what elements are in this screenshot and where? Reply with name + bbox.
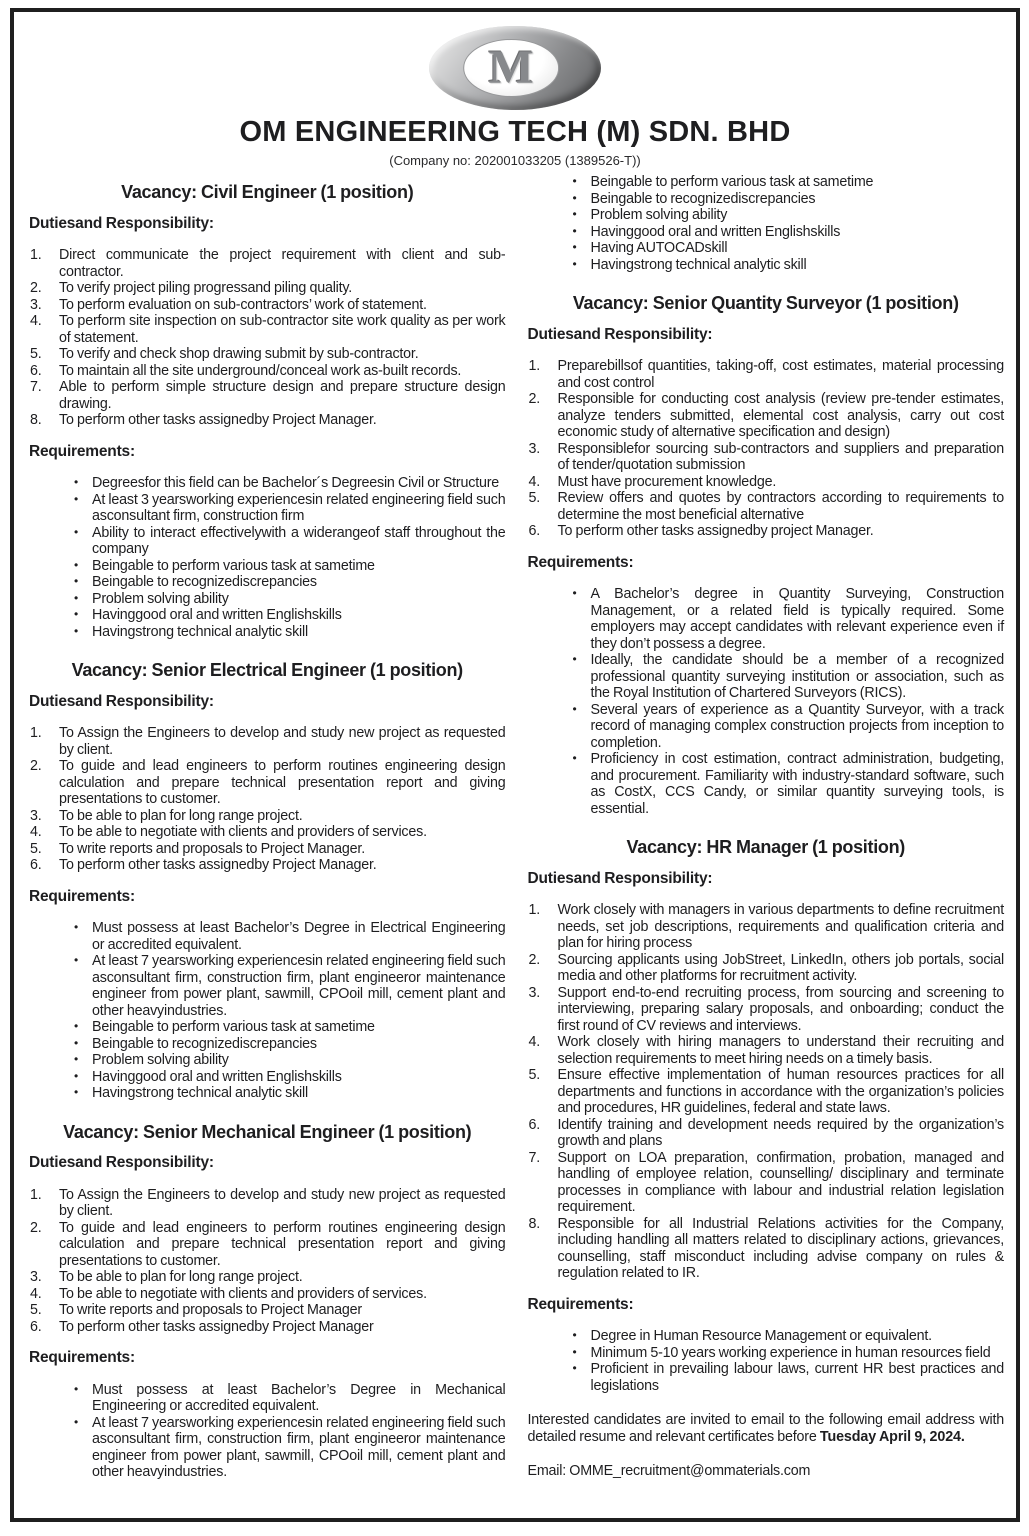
bullet-icon: • xyxy=(572,190,577,205)
requirement-text: Proficiency in cost estimation, contract administration, budgeting, and procurement. Familiarity with industry-standard software, such as CostX, CCS Candy, or similar quantity surveying tools, is essential. xyxy=(590,751,1004,817)
duty-number: 3. xyxy=(30,1269,42,1285)
bullet-icon: • xyxy=(572,751,577,765)
duty-number: 1. xyxy=(30,1186,42,1203)
requirement-text: At least 3 yearsworking experiencesin related engineering field such asconsultant firm, construction firm xyxy=(92,491,506,524)
requirement-item xyxy=(69,1052,506,1069)
duty-number: 5. xyxy=(30,1302,42,1318)
duty-number: 3. xyxy=(30,296,42,313)
duty-text: To Assign the Engineers to develop and study new project as requested by client. xyxy=(59,1186,506,1219)
bullet-icon: • xyxy=(572,1361,577,1375)
duty-item xyxy=(29,758,506,808)
requirements-list xyxy=(528,1328,1005,1394)
requirement-item xyxy=(69,920,506,953)
requirement-item xyxy=(568,652,1005,702)
duty-text: Work closely with hiring managers to understand their recruiting and selection requirements to meet hiring needs on a timely basis. xyxy=(557,1034,1004,1067)
duty-item xyxy=(29,824,506,841)
requirement-text: At least 7 yearsworking experiencesin related engineering field such asconsultant firm, construction firm, plant engineeror maintenance engineer from power plant, sawmill, CPOoil mill, cement plant and other heavyindustries. xyxy=(92,1414,506,1480)
duty-number: 1. xyxy=(528,358,541,374)
bullet-icon: • xyxy=(572,652,577,666)
duty-number: 6. xyxy=(30,362,42,379)
duty-number: 6. xyxy=(528,1116,541,1133)
requirement-text: Beingable to perform various task at sametime xyxy=(590,174,874,190)
requirement-text: Havingstrong technical analytic skill xyxy=(92,1085,308,1101)
bullet-icon: • xyxy=(74,1019,79,1033)
section-heading: Dutiesand Responsibility: xyxy=(29,692,214,710)
closing-deadline: Tuesday April 9, 2024. xyxy=(819,1428,965,1445)
section-heading: Dutiesand Responsibility: xyxy=(527,325,713,343)
requirement-item xyxy=(69,1019,506,1036)
duty-text: To perform other tasks assignedby project Manager. xyxy=(557,523,874,539)
duty-number: 5. xyxy=(528,490,541,506)
duty-number: 6. xyxy=(528,523,541,539)
bullet-icon: • xyxy=(74,920,79,934)
duty-number: 2. xyxy=(30,280,42,296)
requirement-item xyxy=(69,492,506,525)
duty-number: 2. xyxy=(30,758,42,774)
duty-text: Direct communicate the project requirement with client and sub-contractor. xyxy=(59,247,506,280)
duties-list xyxy=(528,902,1005,1282)
duty-number: 3. xyxy=(30,807,42,824)
section-heading: Dutiesand Responsibility: xyxy=(29,214,214,232)
bullet-icon: • xyxy=(74,1068,79,1083)
bullet-icon: • xyxy=(572,240,577,254)
duty-text: Sourcing applicants using JobStreet, LinkedIn, others job portals, social media and other platforms for recruitment activity. xyxy=(557,951,1004,984)
requirement-text: Must possess at least Bachelor’s Degree in Mechanical Engineering or accredited equivalent. xyxy=(92,1381,506,1414)
duty-text: Ensure effective implementation of human resources practices for all departments and functions in accordance with the organization’s policies and procedures, HR guidelines, federal and state laws. xyxy=(557,1067,1004,1116)
requirement-item xyxy=(69,607,506,624)
duty-text: To perform evaluation on sub-contractors’ work of statement. xyxy=(59,296,427,313)
requirement-item xyxy=(69,624,506,641)
duty-text: Responsible for conducting cost analysis (review pre-tender estimates, analyze tenders submitted, elemental cost analysis, carry out cost economic study of alternative specification and design) xyxy=(557,391,1004,440)
duty-item xyxy=(528,1117,1005,1150)
duty-number: 5. xyxy=(30,346,42,362)
requirement-item xyxy=(568,702,1005,752)
duty-item xyxy=(29,379,506,412)
requirement-item xyxy=(69,1415,506,1481)
vacancy-title: Vacancy: Senior Quantity Surveyor (1 position) xyxy=(572,293,959,313)
requirement-text: Problem solving ability xyxy=(590,207,728,223)
requirement-text: At least 7 yearsworking experiencesin related engineering field such asconsultant firm, construction firm, plant engineeror maintenance engineer from power plant, sawmill, CPOoil mill, cement plant and other heavyindustries. xyxy=(92,953,506,1019)
duties-list xyxy=(29,247,506,429)
requirement-text: Minimum 5-10 years working experience in human resources field xyxy=(590,1344,991,1361)
duty-item xyxy=(29,725,506,758)
requirement-item xyxy=(69,1382,506,1415)
bullet-icon: • xyxy=(74,574,79,588)
bullet-icon: • xyxy=(74,557,79,572)
duty-number: 7. xyxy=(528,1149,541,1166)
duty-number: 8. xyxy=(30,412,42,428)
bullet-icon: • xyxy=(74,1414,79,1429)
requirements-list xyxy=(29,475,506,640)
contact-email: Email: OMME_recruitment@ommaterials.com xyxy=(527,1463,811,1479)
bullet-icon: • xyxy=(572,1328,577,1342)
vacancy-title: Vacancy: Civil Engineer (1 position) xyxy=(121,182,414,202)
duty-number: 1. xyxy=(30,247,42,263)
logo-m-letter: M xyxy=(488,41,534,94)
requirement-item xyxy=(568,174,1005,191)
duty-number: 1. xyxy=(30,725,42,741)
duty-number: 4. xyxy=(30,824,42,840)
section-heading: Requirements: xyxy=(527,553,634,571)
company-logo xyxy=(429,26,601,110)
requirement-item xyxy=(568,207,1005,224)
requirement-text: Must possess at least Bachelor’s Degree in Electrical Engineering or accredited equivalent. xyxy=(92,920,506,953)
document-header xyxy=(14,12,1016,168)
bullet-icon: • xyxy=(572,1344,577,1359)
duty-number: 3. xyxy=(528,440,541,457)
requirement-text: Beingable to perform various task at sametime xyxy=(92,557,375,574)
section-heading: Requirements: xyxy=(527,1295,634,1313)
requirement-item xyxy=(568,751,1005,817)
bullet-icon: • xyxy=(74,1052,79,1066)
duty-item xyxy=(29,280,506,297)
duty-number: 5. xyxy=(30,840,42,857)
duty-item xyxy=(29,346,506,363)
bullet-icon: • xyxy=(572,223,577,238)
duty-number: 1. xyxy=(528,902,541,918)
duty-number: 5. xyxy=(528,1067,541,1083)
duty-number: 4. xyxy=(30,313,42,329)
requirement-text: Havinggood oral and written Englishskills xyxy=(92,1068,342,1085)
two-column-body xyxy=(14,168,1016,1481)
duty-item xyxy=(528,474,1005,491)
closing-note xyxy=(528,1412,1005,1445)
requirement-item xyxy=(69,574,506,591)
page-border-frame xyxy=(10,8,1020,1522)
requirement-item xyxy=(69,1069,506,1086)
requirements-list xyxy=(29,1382,506,1481)
duty-number: 7. xyxy=(30,379,42,395)
section-heading: Dutiesand Responsibility: xyxy=(527,869,713,887)
duty-item xyxy=(528,441,1005,474)
duty-text: To write reports and proposals to Project Manager. xyxy=(59,840,365,857)
duty-item xyxy=(29,1269,506,1286)
requirement-text: Beingable to recognizediscrepancies xyxy=(590,190,816,207)
requirement-item xyxy=(568,191,1005,208)
requirement-text: Havinggood oral and written Englishskills xyxy=(590,223,841,240)
company-number: (Company no: 202001033205 (1389526-T)) xyxy=(389,153,641,168)
bullet-icon: • xyxy=(74,1035,79,1050)
bullet-icon: • xyxy=(74,953,79,967)
duty-item xyxy=(29,1302,506,1319)
duty-text: Responsiblefor sourcing sub-contractors and suppliers and preparation of tender/quotation submission xyxy=(557,440,1004,473)
requirement-text: Havingstrong technical analytic skill xyxy=(590,256,807,273)
requirement-item xyxy=(69,525,506,558)
duty-number: 2. xyxy=(528,391,541,407)
duty-text: To verify project piling progressand piling quality. xyxy=(59,280,353,296)
requirement-text: Ability to interact effectivelywith a widerangeof staff throughout the company xyxy=(92,524,506,557)
duty-number: 3. xyxy=(528,984,541,1001)
duty-item xyxy=(29,1286,506,1303)
duties-list xyxy=(29,725,506,874)
duty-number: 2. xyxy=(30,1219,42,1236)
duty-item xyxy=(528,952,1005,985)
requirement-item xyxy=(568,257,1005,274)
bullet-icon: • xyxy=(74,1381,79,1396)
requirement-item xyxy=(568,224,1005,241)
duty-text: To Assign the Engineers to develop and study new project as requested by client. xyxy=(59,725,506,758)
duty-text: To be able to negotiate with clients and providers of services. xyxy=(59,824,427,840)
requirement-text: Havingstrong technical analytic skill xyxy=(92,623,308,640)
bullet-icon: • xyxy=(572,174,577,188)
duty-item xyxy=(528,1067,1005,1117)
bullet-icon: • xyxy=(74,590,79,605)
requirement-text: Beingable to recognizediscrepancies xyxy=(92,574,317,590)
requirement-item xyxy=(69,475,506,492)
requirement-item xyxy=(69,953,506,1019)
duty-text: To guide and lead engineers to perform routines engineering design calculation and prepare technical presentation report and giving presentations to customer. xyxy=(59,1219,506,1269)
requirement-text: A Bachelor’s degree in Quantity Surveying, Construction Management, or a related field is typically required. Some employers may accept candidates with relevant experience even if they don’t possess a degree. xyxy=(590,586,1004,652)
duty-text: To perform site inspection on sub-contractor site work quality as per work of statement. xyxy=(59,313,506,346)
bullet-icon: • xyxy=(74,607,79,621)
requirement-item xyxy=(568,586,1005,652)
duty-item xyxy=(29,1220,506,1270)
requirement-item xyxy=(568,1361,1005,1394)
requirements-list xyxy=(528,586,1005,817)
duty-text: To perform other tasks assignedby Project Manager. xyxy=(59,857,377,873)
bullet-icon: • xyxy=(572,207,577,221)
duty-number: 8. xyxy=(528,1215,541,1232)
duty-number: 6. xyxy=(30,857,42,873)
requirement-text: Degreesfor this field can be Bachelor´s Degreesin Civil or Structure xyxy=(92,475,500,491)
requirement-item xyxy=(568,240,1005,257)
bullet-icon: • xyxy=(572,701,577,716)
section-heading: Requirements: xyxy=(29,442,135,460)
vacancy-title: Vacancy: HR Manager (1 position) xyxy=(626,837,905,857)
duty-text: To write reports and proposals to Project Manager xyxy=(59,1302,362,1318)
bullet-icon: • xyxy=(74,1085,79,1099)
requirement-item xyxy=(568,1328,1005,1345)
duty-item xyxy=(528,523,1005,540)
requirement-text: Beingable to recognizediscrepancies xyxy=(92,1035,317,1052)
bullet-icon: • xyxy=(74,491,79,506)
requirement-item xyxy=(69,1036,506,1053)
duty-item xyxy=(29,808,506,825)
vacancy-title: Vacancy: Senior Mechanical Engineer (1 position) xyxy=(63,1121,472,1142)
requirements-list xyxy=(528,174,1005,273)
duty-text: Review offers and quotes by contractors according to requirements to determine the most beneficial alternative xyxy=(557,490,1004,523)
duty-text: To perform other tasks assignedby Project Manager xyxy=(59,1318,374,1335)
bullet-icon: • xyxy=(74,524,79,539)
bullet-icon: • xyxy=(572,586,577,600)
section-heading: Requirements: xyxy=(29,887,135,905)
requirements-list xyxy=(29,920,506,1102)
duties-list xyxy=(528,358,1005,540)
requirement-item xyxy=(69,591,506,608)
duty-text: To maintain all the site underground/conceal work as-built records. xyxy=(59,362,462,379)
duty-text: To guide and lead engineers to perform routines engineering design calculation and prepare technical presentation report and giving presentations to customer. xyxy=(59,758,506,807)
duty-item xyxy=(29,313,506,346)
duty-text: Responsible for all Industrial Relations activities for the Company, including handling all matters related to disciplinary actions, grievances, counselling, staff misconduct including advise company on rules & regulation related to IR. xyxy=(557,1215,1004,1281)
duty-item xyxy=(528,1216,1005,1282)
requirement-text: Proficient in prevailing labour laws, current HR best practices and legislations xyxy=(590,1361,1004,1394)
duty-text: To be able to plan for long range project. xyxy=(59,1269,303,1285)
bullet-icon: • xyxy=(74,623,79,638)
bullet-icon: • xyxy=(572,256,577,271)
section-heading: Dutiesand Responsibility: xyxy=(29,1154,214,1171)
requirement-text: Problem solving ability xyxy=(92,590,229,607)
duty-text: Able to perform simple structure design and prepare structure design drawing. xyxy=(59,379,506,412)
requirement-item xyxy=(568,1345,1005,1362)
duty-text: Identify training and development needs required by the organization’s growth and plans xyxy=(557,1116,1004,1149)
duty-item xyxy=(29,857,506,874)
duty-item xyxy=(528,358,1005,391)
duty-text: Must have procurement knowledge. xyxy=(557,473,777,490)
duty-item xyxy=(528,490,1005,523)
requirement-text: Having AUTOCADskill xyxy=(590,240,728,256)
duty-item xyxy=(29,363,506,380)
requirement-text: Degree in Human Resource Management or equivalent. xyxy=(590,1328,932,1344)
duty-text: To perform other tasks assignedby Project Manager. xyxy=(59,412,377,428)
duty-number: 2. xyxy=(528,951,541,968)
duty-item xyxy=(29,412,506,429)
left-column xyxy=(29,174,506,1481)
duty-item xyxy=(528,391,1005,441)
duty-text: To verify and check shop drawing submit by sub-contractor. xyxy=(59,346,419,362)
duty-number: 4. xyxy=(528,1034,541,1050)
duty-text: Preparebillsof quantities, taking-off, cost estimates, material processing and cost control xyxy=(557,358,1004,391)
duty-item xyxy=(528,985,1005,1035)
duty-item xyxy=(29,1319,506,1336)
duty-text: To be able to negotiate with clients and providers of services. xyxy=(59,1285,427,1302)
duty-item xyxy=(528,1034,1005,1067)
duty-text: To be able to plan for long range project. xyxy=(59,807,303,824)
requirement-item xyxy=(69,558,506,575)
requirement-text: Several years of experience as a Quantity Surveyor, with a track record of managing complex construction projects from inception to completion. xyxy=(590,701,1004,751)
company-name: OM ENGINEERING TECH (M) SDN. BHD xyxy=(239,116,791,148)
duties-list xyxy=(29,1187,506,1336)
bullet-icon: • xyxy=(74,475,79,489)
duty-text: Support end-to-end recruiting process, from sourcing and screening to interviewing, preparing salary proposals, and onboarding; conduct the first round of CV reviews and interviews. xyxy=(557,984,1004,1034)
closing-text: Interested candidates are invited to email to the following email address with detailed resume and relevant certificates before xyxy=(527,1412,1004,1445)
requirement-text: Havinggood oral and written Englishskills xyxy=(92,607,342,623)
right-column xyxy=(528,174,1005,1480)
duty-item xyxy=(29,1187,506,1220)
requirement-text: Beingable to perform various task at sametime xyxy=(92,1019,375,1035)
duty-item xyxy=(528,1150,1005,1216)
duty-item xyxy=(29,297,506,314)
duty-text: Work closely with managers in various departments to define recruitment needs, set job descriptions, requirements and qualification criteria and plan for hiring process xyxy=(557,902,1004,951)
duty-item xyxy=(29,841,506,858)
duty-number: 4. xyxy=(528,473,541,490)
duty-number: 6. xyxy=(30,1318,42,1335)
vacancy-title: Vacancy: Senior Electrical Engineer (1 position) xyxy=(71,660,463,680)
duty-item xyxy=(528,902,1005,952)
section-heading: Requirements: xyxy=(29,1349,135,1366)
requirement-item xyxy=(69,1085,506,1102)
requirement-text: Problem solving ability xyxy=(92,1052,229,1068)
duty-text: Support on LOA preparation, confirmation, probation, managed and handling of employee relation, counselling/ disciplinary and terminate processes in compliance with labour and industrial relation legislation requirement. xyxy=(557,1149,1004,1215)
requirement-text: Ideally, the candidate should be a member of a recognized professional quantity surveying institution or association, such as the Royal Institution of Chartered Surveyors (RICS). xyxy=(590,652,1004,701)
duty-item xyxy=(29,247,506,280)
logo-inner-ellipse xyxy=(463,39,559,97)
duty-number: 4. xyxy=(30,1285,42,1302)
